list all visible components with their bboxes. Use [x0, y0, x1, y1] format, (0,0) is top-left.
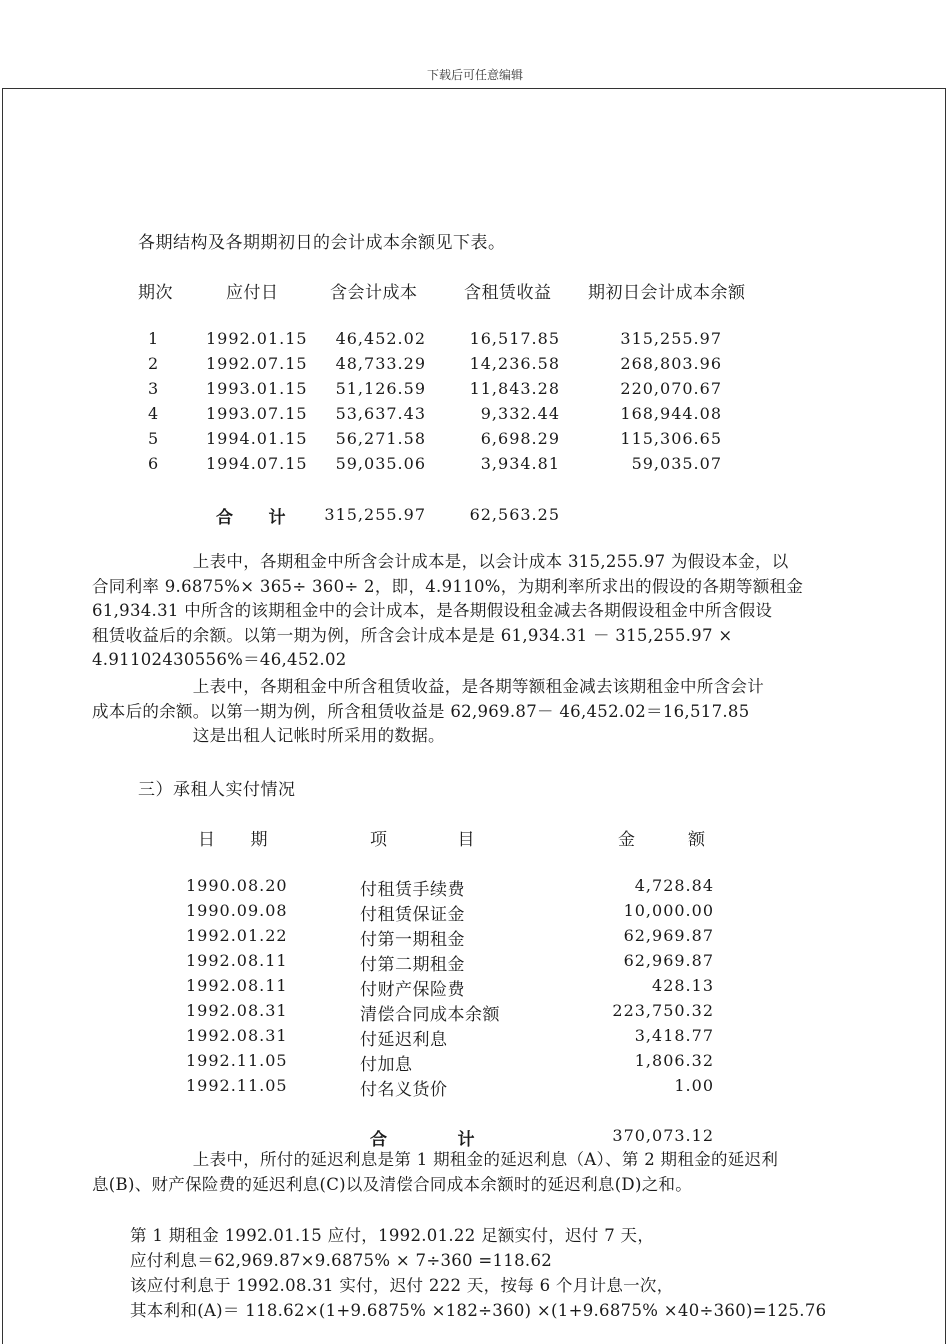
para-line: 61,934.31 中所含的该期租金中的会计成本，是各期假设租金减去各期假设租金中所含假设 — [92, 601, 773, 620]
cell-due-date: 1993.01.15 — [206, 379, 308, 398]
cell-period: 2 — [148, 354, 160, 373]
cell-amount: 1.00 — [674, 1076, 714, 1095]
intro-text: 各期结构及各期期初日的会计成本余额见下表。 — [138, 233, 506, 253]
cell-opening-balance: 59,035.07 — [631, 454, 722, 473]
col-header-cost: 含会计成本 — [330, 283, 418, 303]
cell-amount: 4,728.84 — [634, 876, 714, 895]
cell-cost: 48,733.29 — [335, 354, 426, 373]
cell-opening-balance: 268,803.96 — [620, 354, 722, 373]
cell-opening-balance: 115,306.65 — [620, 429, 722, 448]
cell-item: 付第一期租金 — [360, 930, 465, 950]
col-header-date: 日 期 — [198, 830, 268, 850]
cell-opening-balance: 168,944.08 — [620, 404, 722, 423]
cell-item: 付加息 — [360, 1055, 413, 1075]
cell-cost: 59,035.06 — [335, 454, 426, 473]
cell-due-date: 1992.01.15 — [206, 329, 308, 348]
para-line: 上表中，各期租金中所含租赁收益，是各期等额租金减去该期租金中所含会计 — [92, 677, 764, 696]
cell-period: 6 — [148, 454, 160, 473]
cell-due-date: 1993.07.15 — [206, 404, 308, 423]
para-line: 合同利率 9.6875%× 365÷ 360÷ 2，即，4.9110%，为期利率所求出的假设的各期等额租金 — [92, 576, 804, 596]
para-line: 上表中，各期租金中所含会计成本是，以会计成本 315,255.97 为假设本金，以 — [92, 552, 789, 571]
cell-item: 付租赁手续费 — [360, 880, 465, 900]
para-line: 上表中，所付的延迟利息是第 1 期租金的延迟利息（A）、第 2 期租金的延迟利 — [92, 1150, 779, 1169]
calc-line: 应付利息＝62,969.87×9.6875% × 7÷360 =118.62 — [130, 1251, 553, 1270]
para-line: 4.91102430556%＝46,452.02 — [92, 650, 347, 669]
cell-item: 付租赁保证金 — [360, 905, 465, 925]
calc-line: 该应付利息于 1992.08.31 实付，迟付 222 天，按每 6 个月计息一次， — [130, 1276, 674, 1295]
calc-line: 第 1 期租金 1992.01.15 应付，1992.01.22 足额实付，迟付 7 天， — [130, 1226, 655, 1245]
cell-item: 付延迟利息 — [360, 1030, 448, 1050]
cell-due-date: 1994.01.15 — [206, 429, 308, 448]
table2-total-amount: 370,073.12 — [612, 1126, 714, 1145]
cell-cost: 51,126.59 — [335, 379, 426, 398]
cell-income: 9,332.44 — [480, 404, 560, 423]
cell-income: 16,517.85 — [469, 329, 560, 348]
cell-date: 1992.11.05 — [186, 1076, 288, 1095]
cell-income: 14,236.58 — [469, 354, 560, 373]
cell-income: 6,698.29 — [480, 429, 560, 448]
cell-period: 1 — [148, 329, 160, 348]
cell-cost: 53,637.43 — [335, 404, 426, 423]
col-header-item: 项 目 — [370, 830, 475, 850]
cell-opening-balance: 315,255.97 — [620, 329, 722, 348]
cell-amount: 1,806.32 — [634, 1051, 714, 1070]
col-header-amount: 金 额 — [618, 830, 706, 850]
calculation-block — [130, 1223, 910, 1323]
col-header-period: 期次 — [138, 283, 173, 303]
cell-amount: 62,969.87 — [623, 951, 714, 970]
cell-item: 付财产保险费 — [360, 980, 465, 1000]
col-header-due-date: 应付日 — [226, 283, 279, 303]
cell-opening-balance: 220,070.67 — [620, 379, 722, 398]
para-line: 息(B)、财产保险费的延迟利息(C)以及清偿合同成本余额时的延迟利息(D)之和。 — [92, 1174, 693, 1194]
cell-income: 11,843.28 — [469, 379, 560, 398]
paragraph-cost-explanation — [92, 550, 862, 673]
cell-item: 清偿合同成本余额 — [360, 1005, 500, 1025]
paragraph-late-interest — [92, 1148, 862, 1197]
cell-date: 1992.08.11 — [186, 951, 288, 970]
cell-amount: 3,418.77 — [634, 1026, 714, 1045]
cell-amount: 62,969.87 — [623, 926, 714, 945]
cell-due-date: 1992.07.15 — [206, 354, 308, 373]
table1-total-cost: 315,255.97 — [324, 505, 426, 524]
table1-total-income: 62,563.25 — [469, 505, 560, 524]
header-note: 下载后可任意编辑 — [426, 68, 523, 82]
cell-date: 1992.08.11 — [186, 976, 288, 995]
cell-period: 5 — [148, 429, 160, 448]
cell-amount: 223,750.32 — [612, 1001, 714, 1020]
col-header-income: 含租赁收益 — [464, 283, 552, 303]
cell-period: 4 — [148, 404, 160, 423]
section-title: 三）承租人实付情况 — [138, 780, 296, 800]
cell-due-date: 1994.07.15 — [206, 454, 308, 473]
cell-amount: 428.13 — [652, 976, 714, 995]
cell-item: 付名义货价 — [360, 1080, 448, 1100]
table1-total-label: 合 计 — [216, 508, 286, 528]
calc-line: 其本利和(A)＝ 118.62×(1+9.6875% ×182÷360) ×(1+9.6875% ×40÷360)=125.76 — [130, 1301, 827, 1320]
cell-date: 1990.08.20 — [186, 876, 288, 895]
cell-date: 1992.01.22 — [186, 926, 288, 945]
cell-cost: 56,271.58 — [335, 429, 426, 448]
para-line: 这是出租人记帐时所采用的数据。 — [92, 726, 445, 745]
col-header-opening-balance: 期初日会计成本余额 — [588, 283, 746, 303]
cell-date: 1992.08.31 — [186, 1001, 288, 1020]
cell-date: 1990.09.08 — [186, 901, 288, 920]
table2-total-label: 合 计 — [370, 1130, 475, 1150]
para-line: 成本后的余额。以第一期为例，所含租赁收益是 62,969.87－ 46,452.02＝16,517.85 — [92, 701, 750, 721]
cell-item: 付第二期租金 — [360, 955, 465, 975]
cell-date: 1992.11.05 — [186, 1051, 288, 1070]
cell-income: 3,934.81 — [480, 454, 560, 473]
para-line: 租赁收益后的余额。以第一期为例，所含会计成本是是 61,934.31 － 315,255.97 × — [92, 625, 733, 645]
paragraph-income-explanation — [92, 675, 862, 749]
cell-date: 1992.08.31 — [186, 1026, 288, 1045]
cell-cost: 46,452.02 — [335, 329, 426, 348]
cell-amount: 10,000.00 — [623, 901, 714, 920]
cell-period: 3 — [148, 379, 160, 398]
